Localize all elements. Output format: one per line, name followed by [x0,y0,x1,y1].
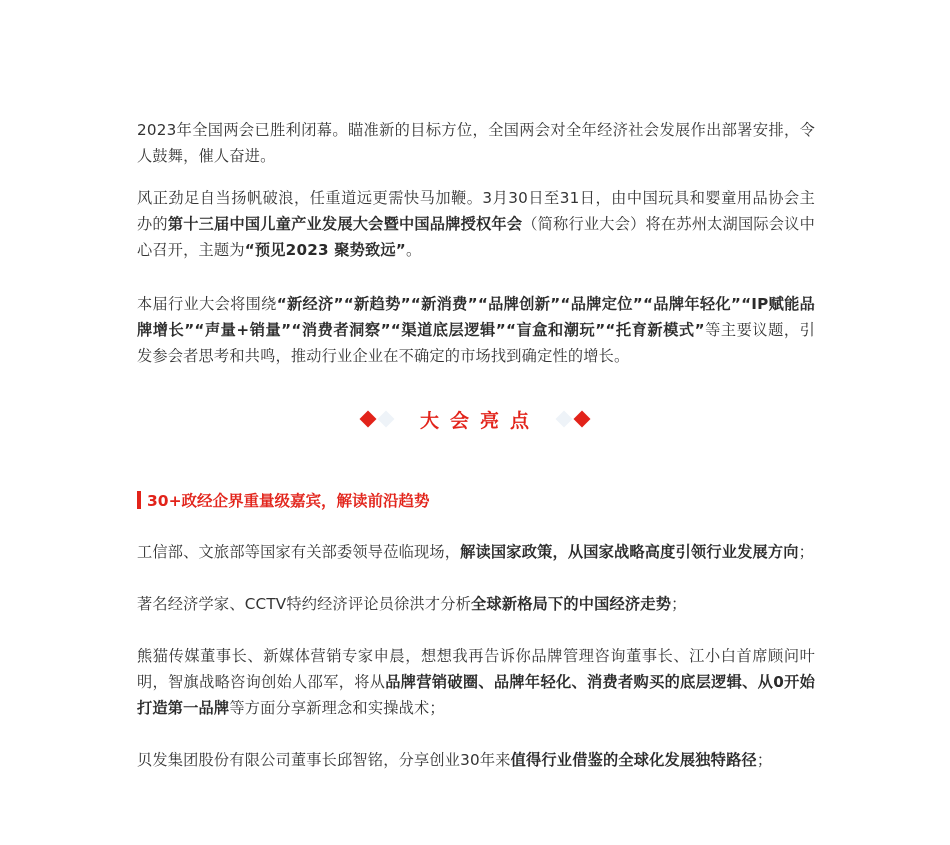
item1-text-b: 解读国家政策，从国家战略高度引领行业发展方向 [460,543,799,561]
item1-text-c: ； [798,543,815,561]
item4-text-a: 贝发集团股份有限公司董事长邱智铭，分享创业30年来 [137,751,511,769]
section-header [0,406,950,432]
event-name: 第十三届中国儿童产业发展大会暨中国品牌授权年会 [167,215,523,233]
item2-text-a: 著名经济学家、CCTV特约经济评论员徐洪才分析 [137,595,472,613]
highlight-item-3 [137,643,815,721]
intro-text-2c: （简称行业大会）将在苏州太湖国际会议中心召开，主题为 [137,215,815,259]
intro-text-3c: 等主要议题，引发参会者思考和共鸣，推动行业企业在不确定的市场找到确定性的增长。 [137,321,816,365]
subheading [137,489,430,511]
article-highlights [137,539,815,773]
highlight-item-2 [137,591,815,617]
item1-text-a: 工信部、文旅部等国家有关部委领导莅临现场， [137,543,461,561]
subheading-bar [137,491,141,509]
diamond-left-light-icon [377,411,394,428]
item3-text-b: 品牌营销破圈、品牌年轻化、消费者购买的底层逻辑、从0开始打造第一品牌 [137,673,816,717]
article-intro [137,117,815,369]
paragraph-intro-2 [137,185,815,263]
diamond-left-icon [359,411,376,428]
highlight-item-1 [137,539,815,565]
highlight-item-4 [137,747,815,773]
item3-text-c: 等方面分享新理念和实操战术； [229,699,445,717]
item2-text-c: ； [671,595,687,613]
subheading-text: 30+政经企界重量级嘉宾，解读前沿趋势 [147,492,430,510]
intro-text-3a: 本届行业大会将围绕 [137,295,277,313]
paragraph-intro-3 [137,291,815,369]
event-theme: “预见2023 聚势致远” [244,241,406,259]
intro-text-2a: 风正劲足自当扬帆破浪，任重道远更需快马加鞭。3月30日至31日，由中国玩具和婴童用品协会主办的 [137,189,815,233]
diamond-right-icon [574,411,591,428]
intro-text-1: 2023年全国两会已胜利闭幕。瞄准新的目标方位，全国两会对全年经济社会发展作出部署安排，令人鼓舞，催人奋进。 [137,121,815,165]
diamond-right-light-icon [556,411,573,428]
paragraph-intro-1 [137,117,815,169]
item4-text-b: 值得行业借鉴的全球化发展独特路径 [510,751,757,769]
intro-text-2e: 。 [405,241,422,259]
item3-text-a: 熊猫传媒董事长、新媒体营销专家申晨，想想我再告诉你品牌管理咨询董事长、江小白首席顾问叶明，智旗战略咨询创始人邵军，将从 [137,647,815,691]
section-title-group [362,406,588,433]
item2-text-b: 全球新格局下的中国经济走势 [471,595,672,613]
topics-list: “新经济”“新趋势”“新消费”“品牌创新”“品牌定位”“品牌年轻化”“IP赋能品牌增长”“声量+销量”“消费者洞察”“渠道底层逻辑”“盲盒和潮玩”“托育新模式” [137,295,815,339]
item4-text-c: ； [756,751,773,769]
section-title: 大会亮点 [419,409,540,432]
